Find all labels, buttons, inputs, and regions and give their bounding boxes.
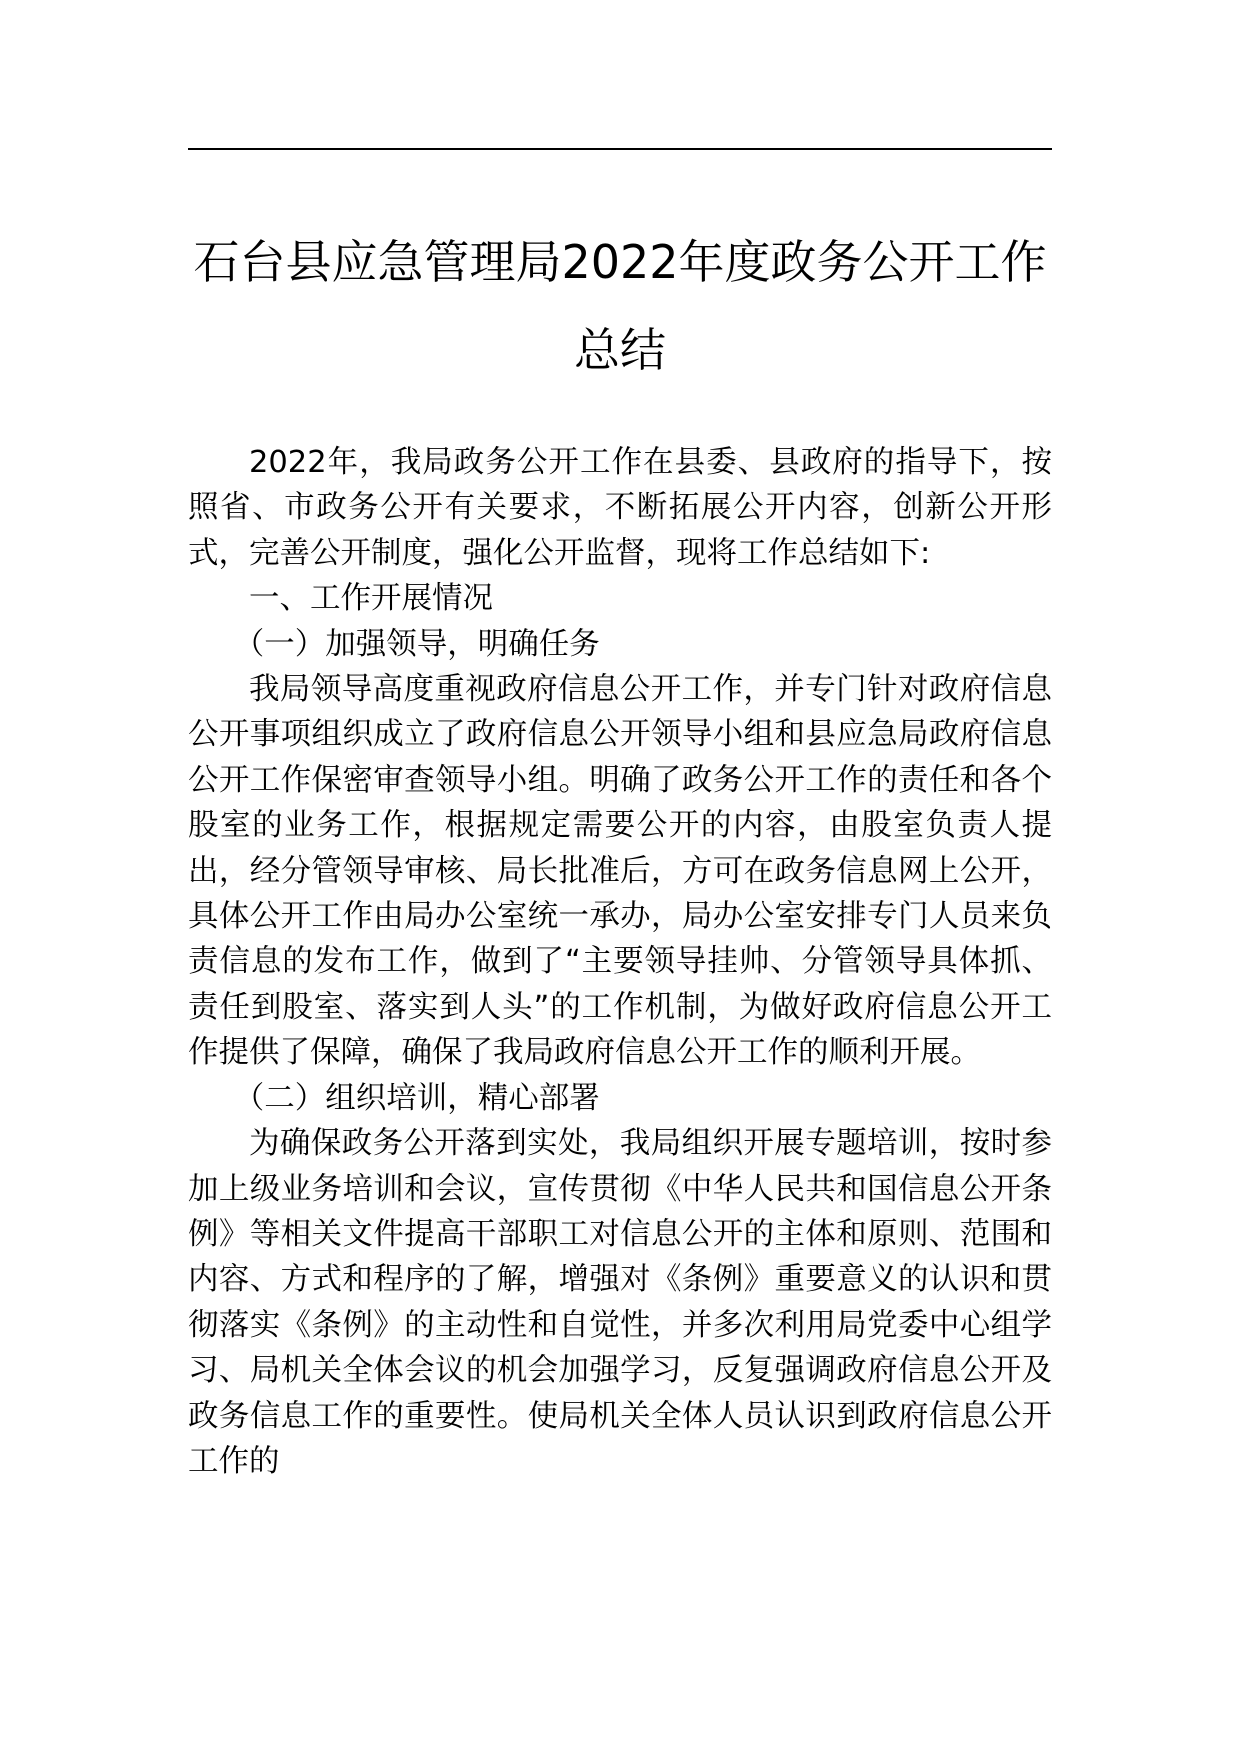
subsection-heading-2: （二）组织培训，精心部署: [233, 1080, 600, 1116]
document-title: [188, 218, 1052, 394]
subsection-heading-1: （一）加强领导，明确任务: [233, 626, 600, 662]
header-rule: [188, 148, 1052, 150]
title-line-2: 总结: [574, 323, 666, 377]
section-heading-1: 一、工作开展情况: [249, 581, 493, 617]
title-line-1: 石台县应急管理局2022年度政务公开工作: [193, 235, 1047, 289]
subsection-paragraph-2: 为确保政务公开落到实处，我局组织开展专题培训，按时参加上级业务培训和会议，宣传贯彻《中华人民共和国信息公开条例》等相关文件提高干部职工对信息公开的主体和原则、范围和内容、方式和程序的了解，增强对《条例》重要意义的认识和贯彻落实《条例》的主动性和自觉性，并多次利用局党委中心组学习、局机关全体会议的机会加强学习，反复强调政府信息公开及政务信息工作的重要性。使局机关全体人员认识到政府信息公开工作的: [188, 1126, 1052, 1479]
intro-paragraph: 2022年，我局政务公开工作在县委、县政府的指导下，按照省、市政务公开有关要求，不断拓展公开内容，创新公开形式，完善公开制度，强化公开监督，现将工作总结如下:: [188, 445, 1052, 571]
subsection-paragraph-1: 我局领导高度重视政府信息公开工作，并专门针对政府信息公开事项组织成立了政府信息公开领导小组和县应急局政府信息公开工作保密审查领导小组。明确了政务公开工作的责任和各个股室的业务工作，根据规定需要公开的内容，由股室负责人提出，经分管领导审核、局长批准后，方可在政务信息网上公开，具体公开工作由局办公室统一承办，局办公室安排专门人员来负责信息的发布工作，做到了“主要领导挂帅、分管领导具体抓、责任到股室、落实到人头”的工作机制，为做好政府信息公开工作提供了保障，确保了我局政府信息公开工作的顺利开展。: [188, 672, 1052, 1071]
document-body: [188, 440, 1052, 1484]
